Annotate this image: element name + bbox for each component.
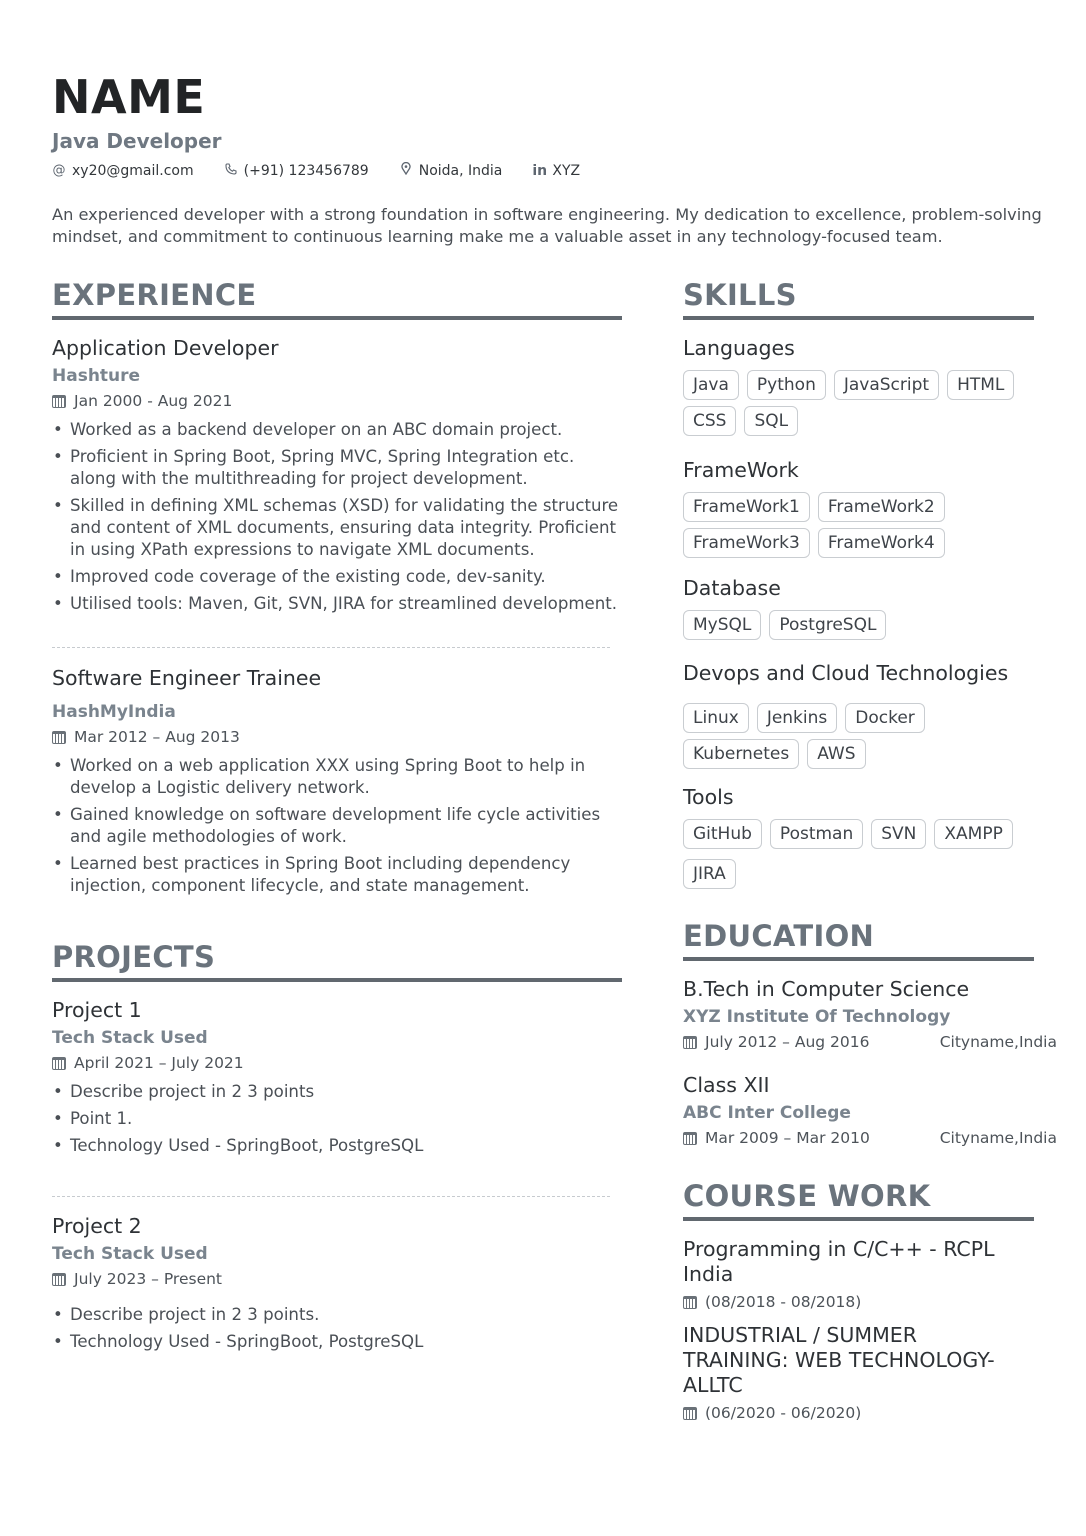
list-item: • Utilised tools: Maven, Git, SVN, JIRA for streamlined development. (52, 593, 622, 615)
skill-tag: XAMPP (934, 819, 1012, 849)
job-company: Hashture (52, 366, 141, 386)
list-item: • Worked as a backend developer on an ABC domain project. (52, 419, 622, 441)
education-meta (683, 1033, 1057, 1051)
skill-tags (683, 819, 1023, 895)
list-item: • Skilled in defining XML schemas (XSD) for validating the structure and content of XML documents, ensuring data integrity. Proficient in using XPath expressions to navigate XML documents. (52, 495, 622, 561)
projects-divider (52, 978, 622, 982)
skill-group-title: Devops and Cloud Technologies (683, 661, 1009, 685)
calendar-icon (683, 1036, 697, 1049)
entry-separator (52, 1196, 610, 1197)
skill-tag: MySQL (683, 610, 761, 640)
skills-heading: SKILLS (683, 278, 797, 312)
skill-tag: JIRA (683, 859, 736, 889)
skill-group (683, 458, 1043, 564)
project-title: Project 1 (52, 998, 142, 1022)
skill-tag: FrameWork1 (683, 492, 810, 522)
projects-heading: PROJECTS (52, 940, 216, 974)
skill-tag: HTML (947, 370, 1014, 400)
course-title: INDUSTRIAL / SUMMER TRAINING: WEB TECHNOLOGY-ALLTC (683, 1323, 995, 1397)
skill-group-title: Database (683, 576, 781, 600)
education-heading: EDUCATION (683, 919, 875, 953)
list-item: • Learned best practices in Spring Boot including dependency injection, component lifecycle, and state management. (52, 853, 622, 897)
skill-tag: AWS (807, 739, 865, 769)
project-stack: Tech Stack Used (52, 1244, 208, 1264)
skill-tag: Java (683, 370, 739, 400)
phone-icon (224, 163, 238, 179)
project-dates-text: July 2023 – Present (74, 1270, 223, 1288)
skill-tags (683, 610, 1023, 646)
job-entry (52, 666, 622, 902)
course-dates (683, 1293, 1043, 1311)
contact-phone[interactable] (224, 163, 369, 179)
school-name: ABC Inter College (683, 1103, 851, 1123)
skill-tags (683, 492, 963, 564)
list-item: • Gained knowledge on software development life cycle activities and agile methodologies of work. (52, 804, 622, 848)
education-entry (683, 977, 1057, 1051)
summary-paragraph: An experienced developer with a strong foundation in software engineering. My dedication to excellence, problem-solving mindset, and commitment to continuous learning make me a valuable asset in any technology-focused team. (52, 205, 1042, 246)
coursework-divider (683, 1217, 1034, 1221)
skill-tag: CSS (683, 406, 736, 436)
job-company: HashMyIndia (52, 702, 176, 722)
job-title: Application Developer (52, 336, 279, 360)
education-divider (683, 957, 1034, 961)
education-dates-text: July 2012 – Aug 2016 (705, 1033, 870, 1051)
email-text: xy20@gmail.com (72, 162, 194, 179)
calendar-icon (683, 1407, 697, 1420)
calendar-icon (52, 731, 66, 744)
entry-separator (52, 647, 610, 648)
skill-group-title: Tools (683, 785, 734, 809)
skill-group-title: FrameWork (683, 458, 799, 482)
skill-group (683, 336, 1043, 442)
course-title: Programming in C/C++ - RCPL India (683, 1237, 995, 1286)
calendar-icon (52, 395, 66, 408)
skill-tag: FrameWork4 (818, 528, 945, 558)
skills-divider (683, 316, 1034, 320)
skill-group (683, 576, 1043, 646)
project-bullets (52, 1081, 622, 1157)
skill-tag: Docker (845, 703, 925, 733)
skill-tag: GitHub (683, 819, 762, 849)
job-bullets (52, 755, 622, 897)
skill-tags (683, 703, 943, 775)
education-meta (683, 1129, 1057, 1147)
course-entry (683, 1323, 1023, 1422)
project-entry (52, 998, 622, 1162)
contact-linkedin[interactable] (532, 163, 580, 179)
candidate-role: Java Developer (52, 129, 222, 153)
location-text: Noida, India (418, 162, 503, 179)
coursework-heading: COURSE WORK (683, 1179, 931, 1213)
skill-tag: JavaScript (834, 370, 939, 400)
list-item: • Improved code coverage of the existing code, dev-sanity. (52, 566, 622, 588)
skill-tags (683, 370, 1023, 442)
education-location: Cityname,India (939, 1129, 1057, 1147)
education-dates (683, 1129, 870, 1147)
skill-tag: PostgreSQL (769, 610, 886, 640)
list-item: • Technology Used - SpringBoot, PostgreSQL (52, 1135, 622, 1157)
job-dates-text: Mar 2012 – Aug 2013 (74, 728, 240, 746)
skill-group-title: Languages (683, 336, 795, 360)
project-bullets (52, 1304, 622, 1353)
skill-tag: SQL (744, 406, 798, 436)
linkedin-text: XYZ (552, 162, 581, 179)
calendar-icon (683, 1296, 697, 1309)
at-icon: @ (52, 163, 66, 178)
candidate-name: NAME (52, 70, 206, 124)
course-dates (683, 1404, 1023, 1422)
contact-email[interactable] (52, 163, 194, 179)
skill-tag: Kubernetes (683, 739, 799, 769)
list-item: • Technology Used - SpringBoot, PostgreSQL (52, 1331, 622, 1353)
skill-group (683, 785, 1043, 895)
experience-divider (52, 316, 622, 320)
calendar-icon (52, 1273, 66, 1286)
calendar-icon (52, 1057, 66, 1070)
project-entry (52, 1214, 622, 1358)
experience-heading: EXPERIENCE (52, 278, 257, 312)
skill-tag: Linux (683, 703, 749, 733)
education-dates (683, 1033, 870, 1051)
map-pin-icon (399, 162, 413, 179)
calendar-icon (683, 1132, 697, 1145)
degree-title: Class XII (683, 1073, 770, 1097)
list-item: • Proficient in Spring Boot, Spring MVC, Spring Integration etc. along with the multithreading for project development. (52, 446, 622, 490)
contact-bar (52, 162, 610, 179)
school-name: XYZ Institute Of Technology (683, 1007, 951, 1027)
list-item: • Worked on a web application XXX using Spring Boot to help in develop a Logistic delivery network. (52, 755, 622, 799)
job-entry (52, 336, 622, 620)
project-title: Project 2 (52, 1214, 142, 1238)
course-dates-text: (08/2018 - 08/2018) (705, 1293, 862, 1311)
linkedin-icon: in (532, 162, 548, 179)
list-item: • Describe project in 2 3 points (52, 1081, 622, 1103)
contact-location (399, 162, 503, 179)
job-dates (52, 392, 622, 410)
skill-tag: SVN (871, 819, 926, 849)
project-dates (52, 1270, 622, 1288)
project-dates (52, 1054, 622, 1072)
project-stack: Tech Stack Used (52, 1028, 208, 1048)
skill-group (683, 661, 1043, 775)
project-dates-text: April 2021 – July 2021 (74, 1054, 244, 1072)
job-title: Software Engineer Trainee (52, 666, 322, 690)
skill-tag: FrameWork2 (818, 492, 945, 522)
education-location: Cityname,India (939, 1033, 1057, 1051)
course-entry (683, 1237, 1043, 1311)
job-dates-text: Jan 2000 - Aug 2021 (74, 392, 233, 410)
job-dates (52, 728, 622, 746)
skill-tag: Python (747, 370, 826, 400)
list-item: • Point 1. (52, 1108, 622, 1130)
skill-tag: FrameWork3 (683, 528, 810, 558)
job-bullets (52, 419, 622, 615)
skill-tag: Postman (770, 819, 863, 849)
degree-title: B.Tech in Computer Science (683, 977, 970, 1001)
skill-tag: Jenkins (757, 703, 837, 733)
phone-text: (+91) 123456789 (243, 162, 369, 179)
education-entry (683, 1073, 1057, 1147)
course-dates-text: (06/2020 - 06/2020) (705, 1404, 862, 1422)
education-dates-text: Mar 2009 – Mar 2010 (705, 1129, 870, 1147)
list-item: • Describe project in 2 3 points. (52, 1304, 622, 1326)
